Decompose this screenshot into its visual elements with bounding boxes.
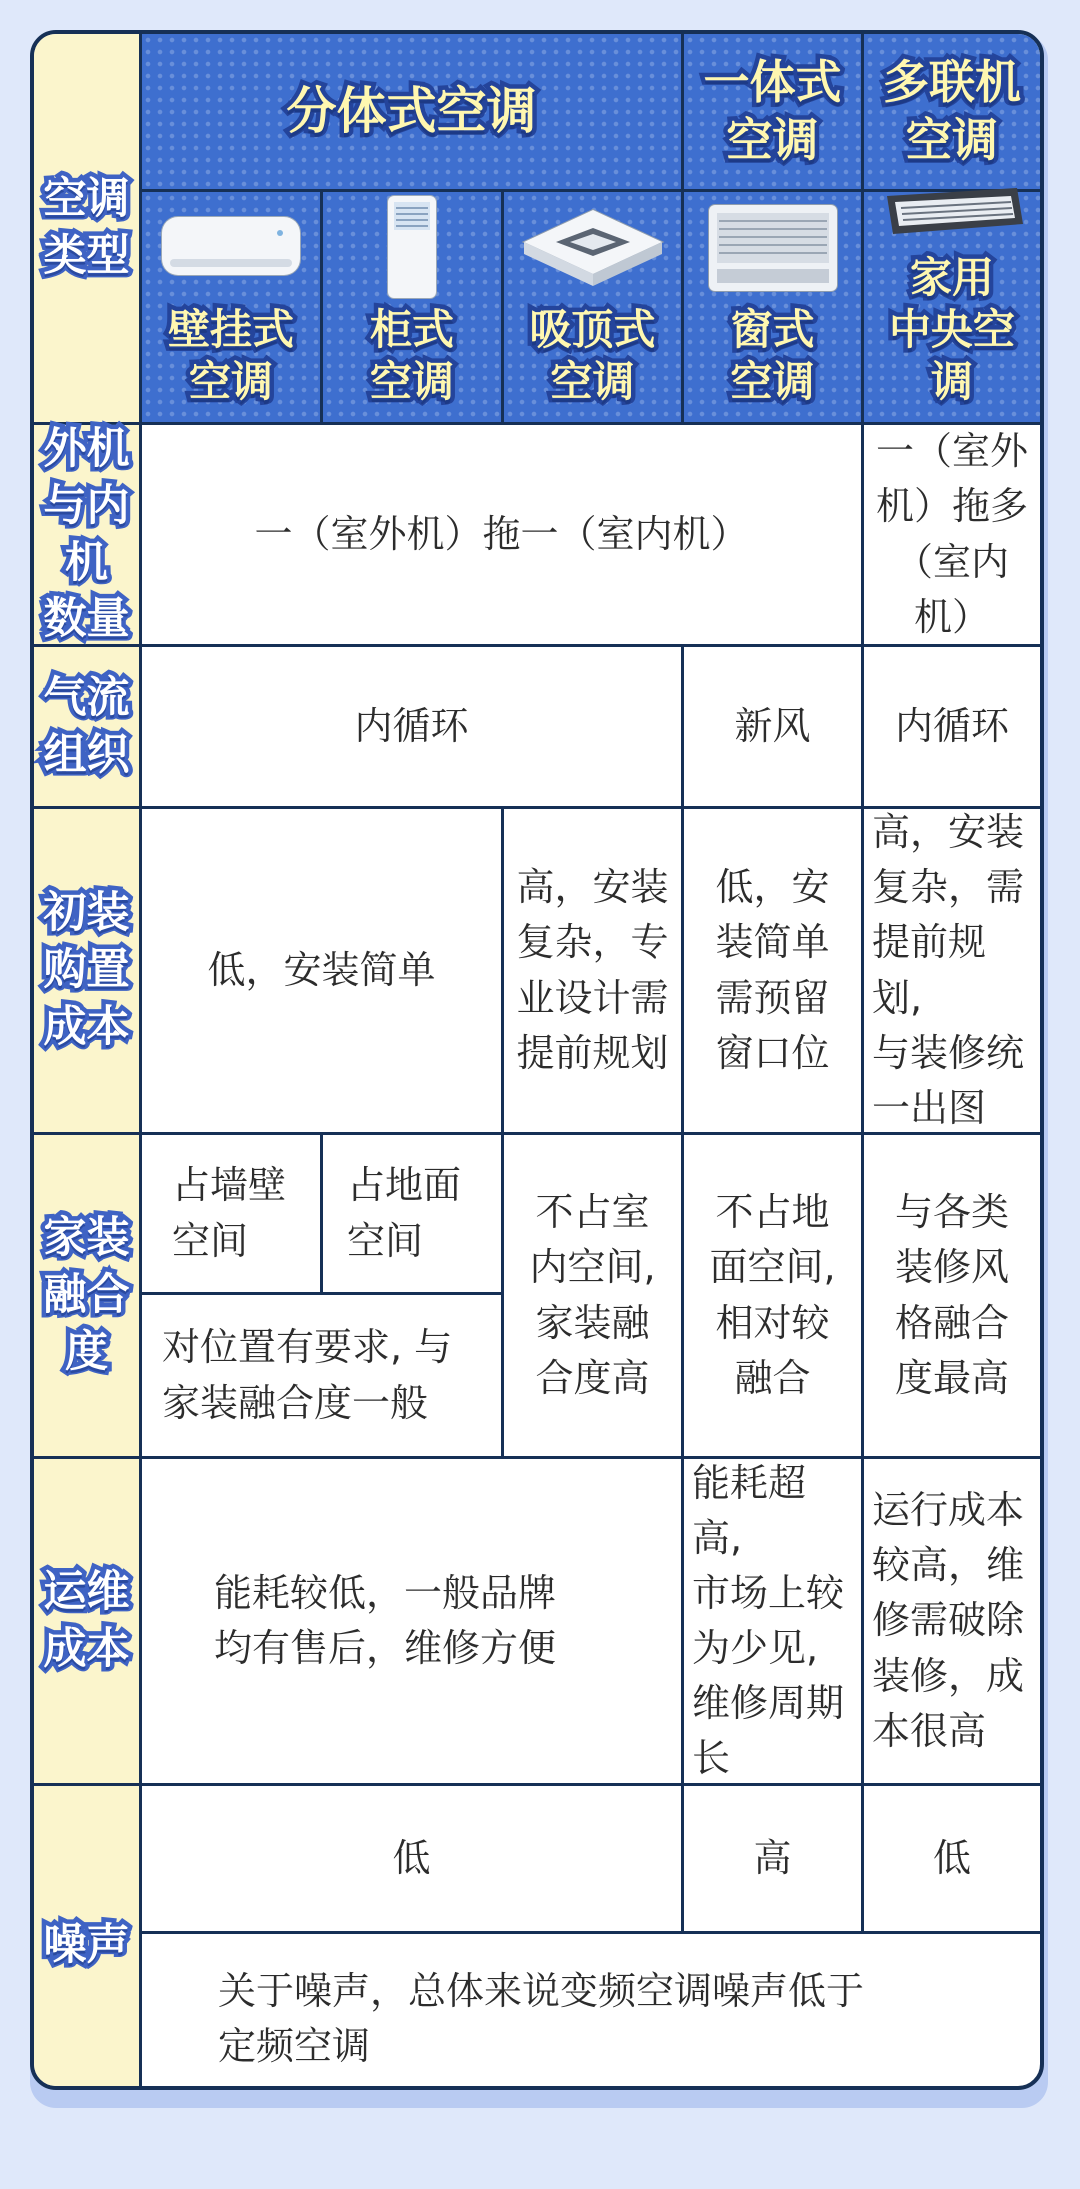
cell-maint-window: 能耗超高, 市场上较 为少见, 维修周期 长 (684, 1459, 864, 1786)
cell-noise-note: 关于噪声，总体来说变频空调噪声低于 定频空调 (218, 1968, 865, 2068)
type-label-central: 家用 中央空调 (888, 252, 1015, 406)
type-ceiling-cassette (504, 192, 684, 425)
cell-integ-multi: 与各类 装修风 格融合 度最高 (864, 1135, 1040, 1459)
type-window (684, 192, 864, 425)
row-label-units: 外机 与内机 数量 (34, 425, 142, 647)
floor-standing-ac-icon (382, 194, 442, 300)
cell-airflow-multi: 内循环 (864, 647, 1040, 809)
cell-noise-multi: 低 (864, 1786, 1040, 1934)
cell-cost-window: 低，安 装简单 需预留 窗口位 (684, 809, 864, 1135)
wall-mounted-ac-icon (156, 194, 306, 300)
cell-maint-split: 能耗较低，一般品牌 均有售后，维修方便 (142, 1459, 684, 1786)
type-label-cabinet: 柜式 空调 (369, 304, 454, 406)
cell-noise-window: 高 (684, 1786, 864, 1934)
cell-units-multi: 一（室外 机）拖多 （室内机） (864, 425, 1040, 647)
cell-cost-multi: 高，安装 复杂，需 提前规划, 与装修统 一出图 (864, 809, 1040, 1135)
cell-maint-multi: 运行成本 较高，维 修需破除 装修，成 本很高 (864, 1459, 1040, 1786)
cell-integ-window: 不占地 面空间, 相对较 融合 (684, 1135, 864, 1459)
comparison-table (34, 34, 1040, 2086)
row-label-noise: 噪声 (34, 1786, 142, 2090)
type-label-window: 窗式 空调 (730, 304, 815, 406)
cell-integ-note: 对位置有要求, 与 家装融合度一般 (142, 1295, 504, 1459)
central-ac-icon (877, 178, 1027, 248)
type-wall-mounted (142, 192, 323, 425)
type-label-ceiling: 吸顶式 空调 (529, 304, 656, 406)
row-label-maintenance: 运维 成本 (34, 1459, 142, 1786)
row-label-initial-cost: 初装 购置 成本 (34, 809, 142, 1135)
cell-noise-split: 低 (142, 1786, 684, 1934)
cell-airflow-split: 内循环 (142, 647, 684, 809)
row-label-integration: 家装 融合度 (34, 1135, 142, 1459)
group-header-window: 一体式 空调 (684, 34, 864, 192)
cell-cost-ceiling: 高，安装 复杂，专 业设计需 提前规划 (504, 809, 684, 1135)
cell-integ-cabinet: 占地面 空间 (323, 1135, 504, 1295)
cell-integ-wall: 占墙壁 空间 (142, 1135, 323, 1295)
row-label-type: 空调 类型 (34, 34, 142, 425)
comparison-card (30, 30, 1044, 2090)
row-label-airflow: 气流 组织 (34, 647, 142, 809)
cell-airflow-window: 新风 (684, 647, 864, 809)
type-central (864, 192, 1040, 425)
group-header-multi: 多联机 空调 (864, 34, 1040, 192)
ceiling-cassette-ac-icon (518, 194, 668, 300)
group-header-split: 分体式空调 (142, 34, 684, 192)
type-label-wall: 壁挂式 空调 (167, 304, 294, 406)
type-floor-standing (323, 192, 504, 425)
cell-units-split: 一（室外机）拖一（室内机） (142, 425, 864, 647)
window-ac-icon (703, 194, 843, 300)
cell-integ-ceiling: 不占室 内空间, 家装融 合度高 (504, 1135, 684, 1459)
cell-cost-wall-cabinet: 低，安装简单 (142, 809, 504, 1135)
